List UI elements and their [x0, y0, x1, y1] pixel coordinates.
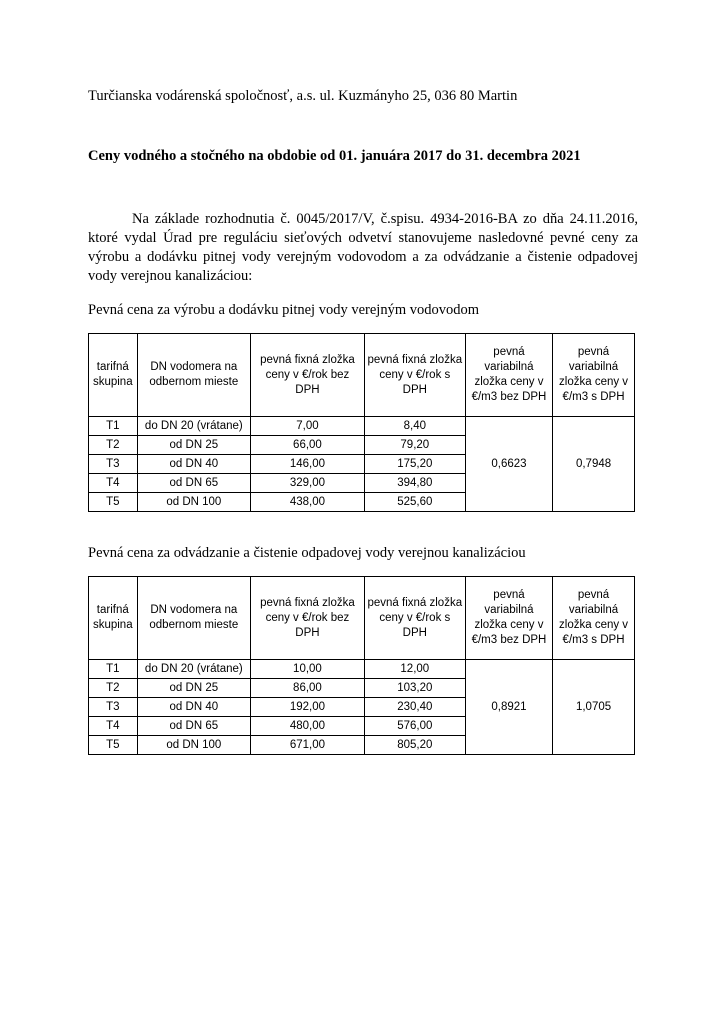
- header-variable-without-vat: pevná variabilná zložka ceny v €/m3 bez DPH: [465, 577, 552, 660]
- fixed-without-vat-cell: 146,00: [251, 455, 365, 474]
- dn-cell: od DN 65: [137, 474, 251, 493]
- fixed-without-vat-cell: 480,00: [251, 717, 365, 736]
- header-fixed-with-vat: pevná fixná zložka ceny v €/rok s DPH: [364, 577, 465, 660]
- fixed-with-vat-cell: 12,00: [364, 660, 465, 679]
- fixed-without-vat-cell: 192,00: [251, 698, 365, 717]
- header-tariff-group: tarifná skupina: [89, 577, 138, 660]
- fixed-with-vat-cell: 8,40: [364, 417, 465, 436]
- tariff-cell: T3: [89, 698, 138, 717]
- fixed-without-vat-cell: 671,00: [251, 736, 365, 755]
- variable-with-vat-cell: 0,7948: [553, 417, 635, 512]
- document-title: Ceny vodného a stočného na obdobie od 01. januára 2017 do 31. decembra 2021: [88, 148, 581, 164]
- tariff-cell: T2: [89, 679, 138, 698]
- tariff-cell: T1: [89, 660, 138, 679]
- header-dn-meter: DN vodomera na odbernom mieste: [137, 334, 251, 417]
- fixed-with-vat-cell: 230,40: [364, 698, 465, 717]
- fixed-with-vat-cell: 805,20: [364, 736, 465, 755]
- fixed-without-vat-cell: 7,00: [251, 417, 365, 436]
- tariff-cell: T1: [89, 417, 138, 436]
- table-header-row: [89, 334, 635, 417]
- fixed-with-vat-cell: 576,00: [364, 717, 465, 736]
- dn-cell: do DN 20 (vrátane): [137, 660, 251, 679]
- dn-cell: od DN 100: [137, 736, 251, 755]
- fixed-with-vat-cell: 394,80: [364, 474, 465, 493]
- fixed-without-vat-cell: 329,00: [251, 474, 365, 493]
- table-header-row: [89, 577, 635, 660]
- tariff-cell: T3: [89, 455, 138, 474]
- fixed-with-vat-cell: 525,60: [364, 493, 465, 512]
- fixed-with-vat-cell: 79,20: [364, 436, 465, 455]
- dn-cell: od DN 40: [137, 698, 251, 717]
- tariff-cell: T5: [89, 736, 138, 755]
- variable-without-vat-cell: 0,6623: [465, 417, 552, 512]
- fixed-without-vat-cell: 86,00: [251, 679, 365, 698]
- header-variable-with-vat: pevná variabilná zložka ceny v €/m3 s DPH: [553, 577, 635, 660]
- header-tariff-group: tarifná skupina: [89, 334, 138, 417]
- dn-cell: od DN 65: [137, 717, 251, 736]
- fixed-without-vat-cell: 10,00: [251, 660, 365, 679]
- dn-cell: do DN 20 (vrátane): [137, 417, 251, 436]
- water-supply-price-table: [88, 333, 635, 512]
- company-address: Turčianska vodárenská spoločnosť, a.s. ul. Kuzmányho 25, 036 80 Martin: [88, 88, 518, 104]
- wastewater-section-title: Pevná cena za odvádzanie a čistenie odpadovej vody verejnou kanalizáciou: [88, 545, 526, 561]
- table-row: [89, 417, 635, 436]
- tariff-cell: T2: [89, 436, 138, 455]
- water-supply-section-title: Pevná cena za výrobu a dodávku pitnej vody verejným vodovodom: [88, 302, 479, 318]
- variable-without-vat-cell: 0,8921: [465, 660, 552, 755]
- header-variable-with-vat: pevná variabilná zložka ceny v €/m3 s DPH: [553, 334, 635, 417]
- header-fixed-with-vat: pevná fixná zložka ceny v €/rok s DPH: [364, 334, 465, 417]
- wastewater-price-table: [88, 576, 635, 755]
- header-fixed-without-vat: pevná fixná zložka ceny v €/rok bez DPH: [251, 577, 365, 660]
- variable-with-vat-cell: 1,0705: [553, 660, 635, 755]
- header-variable-without-vat: pevná variabilná zložka ceny v €/m3 bez DPH: [465, 334, 552, 417]
- fixed-with-vat-cell: 103,20: [364, 679, 465, 698]
- tariff-cell: T4: [89, 474, 138, 493]
- fixed-without-vat-cell: 438,00: [251, 493, 365, 512]
- dn-cell: od DN 25: [137, 679, 251, 698]
- tariff-cell: T4: [89, 717, 138, 736]
- intro-paragraph: Na základe rozhodnutia č. 0045/2017/V, č.spisu. 4934-2016-BA zo dňa 24.11.2016, ktoré vydal Úrad pre reguláciu sieťových odvetví stanovujeme nasledovné pevné ceny za výrobu a dodávku pitnej vody verejným vodovodom a za odvádzanie a čistenie odpadovej vody verejnou kanalizáciou:: [88, 211, 638, 284]
- header-dn-meter: DN vodomera na odbernom mieste: [137, 577, 251, 660]
- fixed-without-vat-cell: 66,00: [251, 436, 365, 455]
- header-fixed-without-vat: pevná fixná zložka ceny v €/rok bez DPH: [251, 334, 365, 417]
- dn-cell: od DN 100: [137, 493, 251, 512]
- tariff-cell: T5: [89, 493, 138, 512]
- table-row: [89, 660, 635, 679]
- dn-cell: od DN 25: [137, 436, 251, 455]
- fixed-with-vat-cell: 175,20: [364, 455, 465, 474]
- dn-cell: od DN 40: [137, 455, 251, 474]
